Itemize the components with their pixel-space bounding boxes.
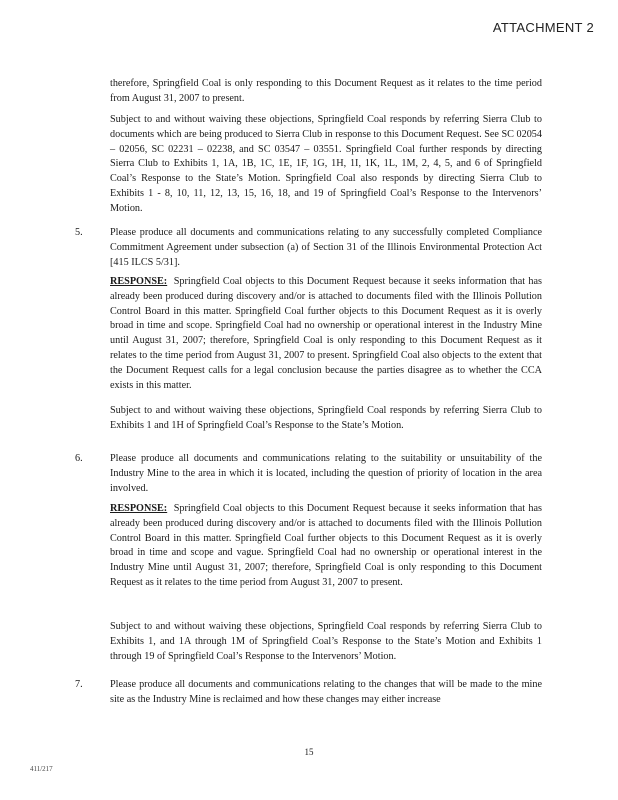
paragraph-response-4-subject: Subject to and without waiving these objections, Springfield Coal responds by referring Sierra Club to documents which are being produced to Sierra Club in response to this Document Request. See SC 02054 – 02056, SC 02231 – 02238, and SC 03547 – 03551. Springfield Coal further responds by directing Sierra Club to Exhibits 1, 1A, 1B, 1C, 1E, 1F, 1G, 1H, 1I, 1K, 1L, 1M, 2, 4, 5, and 6 of Springfield Coal’s Response to the State’s Motion. Springfield Coal also responds by directing Sierra Club to Exhibits 1 - 8, 10, 11, 12, 13, 15, 16, 18, and 19 of Springfield Coal’s Response to the Intervenors’ Motion. — [110, 114, 542, 214]
response-5-text: Springfield Coal objects to this Document Request because it seeks information that has already been produced during discovery and/or is attached to documents filed with the Illinois Pollution Control Board in this matter. Springfield Coal further objects to this Document Request as it is overly broad in time and scope. Springfield Coal had no ownership or operational interest in the Industry Mine until August 31, 2007; therefore, Springfield Coal is only responding to this Document Request as it relates to the time period from August 31, 2007 to present. Springfield Coal also objects to the extent that the Document Request calls for a legal conclusion because the parties disagree as to whether the CCA exists in this matter. — [110, 276, 542, 391]
document-id: 411/217 — [30, 765, 53, 773]
request-number-6: 6. — [75, 453, 83, 464]
request-number-5: 5. — [75, 227, 83, 238]
page-number: 15 — [304, 747, 314, 757]
response-5-subject: Subject to and without waiving these objections, Springfield Coal responds by referring Sierra Club to Exhibits 1 and 1H of Springfield Coal’s Response to the State’s Motion. — [110, 405, 542, 431]
response-6-text: Springfield Coal objects to this Document Request because it seeks information that has already been produced during discovery and/or is attached to documents filed with the Illinois Pollution Control Board in this matter. Springfield Coal further objects to this Document Request as it is overly broad in time and scope and vague. Springfield Coal had no ownership or operational interest in the Industry Mine until August 31, 2007; therefore, Springfield Coal is only responding to this Document Request as it relates to the time period from August 31, 2007 to present. — [110, 503, 542, 588]
request-7-text: Please produce all documents and communications relating to the changes that will be made to the mine site as the Industry Mine is reclaimed and how these changes may either increase — [110, 679, 542, 705]
request-5-text: Please produce all documents and communications relating to any successfully completed Compliance Commitment Agreement under subsection (a) of Section 31 of the Illinois Environmental Protection Act [415 ILCS 5/31]. — [110, 227, 542, 268]
response-6-subject: Subject to and without waiving these objections, Springfield Coal responds by referring Sierra Club to Exhibits 1, and 1A through 1M of Springfield Coal’s Response to the State’s Motion and Exhibits 1 through 19 of Springfield Coal’s Response to the Intervenors’ Motion. — [110, 621, 542, 662]
request-number-7: 7. — [75, 679, 83, 690]
request-6-text: Please produce all documents and communications relating to the suitability or unsuitability of the Industry Mine to the area in which it is located, including the question of priority of location in the area involved. — [110, 453, 542, 494]
attachment-label: ATTACHMENT 2 — [492, 20, 594, 35]
response-5-paragraph — [110, 275, 542, 393]
response-6-paragraph — [110, 502, 542, 591]
paragraph-continuation: therefore, Springfield Coal is only responding to this Document Request as it relates to the time period from August 31, 2007 to present. — [110, 78, 542, 104]
response-5-label: RESPONSE: — [110, 276, 168, 287]
response-6-label: RESPONSE: — [110, 503, 168, 514]
